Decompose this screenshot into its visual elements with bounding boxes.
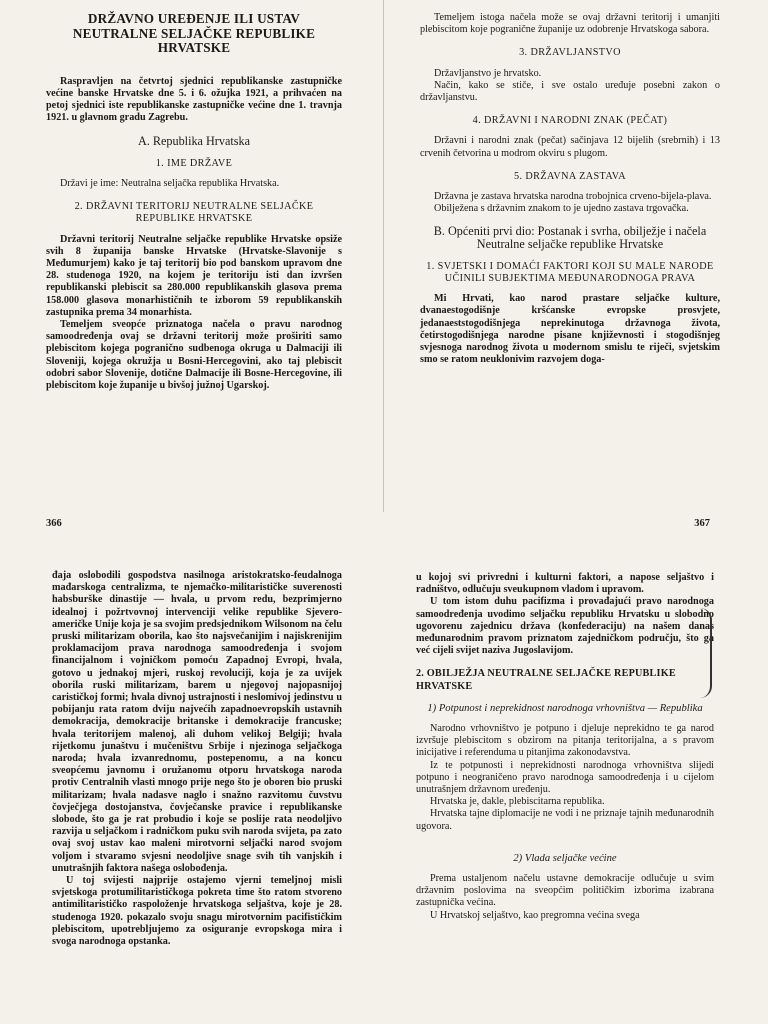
page-number: 367 bbox=[694, 518, 710, 529]
paragraph: Obilježena s državnim znakom to je ujedno zastava trgovačka. bbox=[434, 203, 689, 215]
paragraph: Državljanstvo je hrvatsko. bbox=[434, 67, 542, 79]
heading-drzavna-zastava: 5. DRŽAVNA ZASTAVA bbox=[514, 170, 626, 182]
section-b-heading: B. Općeniti prvi dio: Postanak i svrha, obilježje i načela Neutralne seljačke republike Hrvatske bbox=[433, 224, 707, 251]
paragraph: Mi Hrvati, kao narod prastare seljačke kulture, dvanaestogodišnje kršćanske evropske prosvjete, jedanaeststogodišnjega neprekinutoga državnoga života, četirstogodišnjega narodne pisane književnosti i stogodišnjeg svjesnoga narodnog života u modernom smislu te riječi, svjetskim smo se ratom neuklonivim razvojem doga- bbox=[420, 293, 720, 366]
heading-drzavljanstvo: 3. DRŽAVLJANSTVO bbox=[519, 47, 621, 59]
paragraph: Državni i narodni znak (pečat) sačinjava 12 bijelih (srebrnih) i 13 crvenih četvorina u modrom okviru s plugom. bbox=[420, 135, 720, 159]
paragraph: U tom istom duhu pacifizma i provađajući pravo narodnoga samoodređenja uvodimo seljačku republiku Hrvatsku u slobodno ugovorenu zajednicu država (konfederaciju) na našem danas međunarodnim pravom priznatom zajedničkom području, što ga već cijeli svijet naziva Jugoslavijom. bbox=[416, 596, 714, 657]
subheading-vlada: 2) Vlada seljačke većine bbox=[513, 852, 617, 864]
page-366-column bbox=[46, 12, 342, 392]
heading-svjetski-faktori: 1. SVJETSKI I DOMAĆI FAKTORI KOJI SU MALE NARODE UČINILI SUBJEKTIMA MEĐUNARODNOGA PRAVA bbox=[426, 260, 714, 285]
paragraph: u kojoj svi privredni i kulturni faktori, a napose seljaštvo i radništvo, odlučuju sveukupnom vladom i upravom. bbox=[416, 572, 714, 596]
paragraph: Hrvatska je, dakle, plebiscitarna republika. bbox=[430, 796, 605, 808]
paragraph: Temeljem istoga načela može se ovaj državni teritorij i umanjiti plebiscitom koje pogranične županije uz odobrenje Hrvatskoga sabora. bbox=[420, 12, 720, 36]
paragraph: đaja oslobodili gospodstva nasilnoga aristokratsko-feudalnoga mađarskoga centralizma, te njemačko-militarističke suverenosti habsburške dinastije — hvala, u prvom redu, bezprimjerno idealnoj i požrtvovnoj intervenciji velike republike Sjeverо-američke Unije koja je sa svojim predsjednikom Wilsonom na čelu pruski militarizam oborila, kao što najsvečanijim i najiskrenijim proklamacijom prava narodnoga samoodređenja i svojom financijalnom i vojničkom pomoću Zapadnoj Evropi, hvala, gotovo u jednakoj mjeri, ruskoj revoluciji, koja je za uvijek oborila ruski militarizam, barem u njegovoj najopasnijoj carističkoj formi; hvala divnoj ustrajnosti i neslomivoj jedinstvu u pobijanju rata ratom dviju najvećih zapadnoevropskih ustavnih demokracija, demokracije britanske i demokracije francuske; hvala teritorijem malenoj, ali duhom velikoj Belgiji; hvala rijetkomu junaštvu i mučeništvu Srbije i njezinoga seljačkoga naroda; hvala izvanrednomu, postepenomu, a na koncu sveopćemu javnomu i oružanomu otporu hrvatskoga naroda protiv Centralnih vlasti mnogo prije nego što je oboren bio pruski militarizam; hvala nadasve naglo i snažno razvitomu čuvstvu čovječjega dostojanstva, čovječanske pravice i republikanske slobode, što ga je rat probudio i koje se poslije rata neodoljivo razvija u seljačkom i radničkom puku svih naroda svijeta, pa zato ovaj svoj ustav kao maleni mirotvorni seljački narod svojom voljom i stvaramo svjesni neodoljive snage svih tih vanjskih i unutrašnjih faktora našega oslobođenja. bbox=[52, 570, 342, 874]
paragraph: Način, kako se stiče, i sve ostalo uređuje posebni zakon o državljanstvu. bbox=[420, 79, 720, 104]
page-368-column bbox=[52, 570, 342, 948]
page-367-column bbox=[420, 12, 720, 366]
page-369 bbox=[384, 512, 768, 1024]
subheading-potpunost: 1) Potpunost i neprekidnost narodnoga vrhovništva — Republika bbox=[427, 702, 703, 714]
paragraph: U toj svijesti najprije ostajemo vjerni temeljnoj misli svjetskoga protumilitarističkoga pokreta time što ratom stvoreno antimilitarističko raspoloženje hrvatskoga seljaštva, koje je 28. studenoga 1920. pokazalo svoju snagu mirotvornim pacifističkim plebiscitom, upotrebljujemo za osiguranje evropskoga mira i svoga narodnoga opstanka. bbox=[52, 875, 342, 948]
heading-obiljezja: 2. OBILJEŽJA NEUTRALNE SELJAČKE REPUBLIKE HRVATSKE bbox=[416, 668, 676, 692]
page-number: 366 bbox=[46, 518, 62, 529]
section-a-heading: A. Republika Hrvatska bbox=[137, 133, 251, 148]
handwritten-bracket-mark bbox=[700, 608, 712, 698]
paragraph: Prema ustaljenom načelu ustavne demokracije odlučuje u svim državnim poslovima na sveopćim političkim izborima izabrana zastupnička većina. bbox=[416, 873, 714, 909]
heading-ime-drzave: 1. IME DRŽAVE bbox=[155, 157, 233, 169]
paragraph: Hrvatska tajne diplomacije ne vodi i ne priznaje tajnih međunarodnih ugovora. bbox=[416, 808, 714, 832]
heading-drzavni-znak: 4. DRŽAVNI I NARODNI ZNAK (PEČAT) bbox=[472, 115, 668, 127]
page-369-column bbox=[416, 572, 714, 922]
paragraph: Državni teritorij Neutralne seljačke republike Hrvatske opsiže svih 8 županija banske Hrvatske (Hrvatske-Slavonije s Međumurjem) kako je taj teritorij bio pod banskom upravom dne 28. studenoga 1920, na kojem je teritoriju isti dan izvršen republikanski plebiscit sa 280.000 republikanskih glasova prema 158.000 glasova monarhističnih te izborom 59 republikanskih zastupnika prema 34 monarhista. bbox=[46, 233, 342, 318]
document-title: DRŽAVNO UREĐENJE ILI USTAV NEUTRALNE SELJAČKE REPUBLIKE HRVATSKE bbox=[72, 11, 316, 56]
paragraph: Narodno vrhovništvo je potpuno i djeluje neprekidno te ga narod izvršuje plebiscitom s obzirom na pitanja teritorijalna, a s pravom inicijative i referenduma u pitanjima zakonodavstva. bbox=[416, 723, 714, 759]
paragraph: Temeljem sveopće priznatoga načela o pravu narodnog samoodređenja ovaj se državni teritorij može proširiti samo plebiscitom kojega pogranično sudbenoga okruga u Dalmaciji ili Sloveniji, kojega okružja u Bosni-Hercegovini, ako taj plebiscit odobri sabor Slovenije, dotične Dalmacije ili Bosne-Hercegovine, ili plebiscitom koje županije u bivšoj južnoj Ugarskoj. bbox=[46, 319, 342, 392]
paragraph: Državi je ime: Neutralna seljačka republika Hrvatska. bbox=[60, 178, 280, 189]
paragraph: Iz te potpunosti i neprekidnosti narodnoga vrhovništva slijedi potpuno i neograničeno pravo narodnoga samoodređenja i u cijelom unutrašnjem državnom uređenju. bbox=[416, 759, 714, 796]
paragraph: Državna je zastava hrvatska narodna trobojnica crveno-bijela-plava. bbox=[434, 191, 712, 203]
page-367 bbox=[384, 0, 768, 529]
heading-drzavni-teritorij: 2. DRŽAVNI TERITORIJ NEUTRALNE SELJAČKE REPUBLIKE HRVATSKE bbox=[74, 201, 314, 225]
intro-paragraph: Raspravljen na četvrtoj sjednici republikanske zastupničke većine banske Hrvatske dne 5. i 6. ožujka 1921, a prihvaćen na petoj sjednici iste republikanske zastupničke većine dne 1. travnja 1921. u glavnom gradu Zagrebu. bbox=[46, 75, 342, 124]
paragraph: U Hrvatskoj seljaštvo, kao pregromna većina svega bbox=[430, 909, 640, 921]
page-366 bbox=[0, 0, 384, 529]
page-368 bbox=[0, 512, 384, 1024]
